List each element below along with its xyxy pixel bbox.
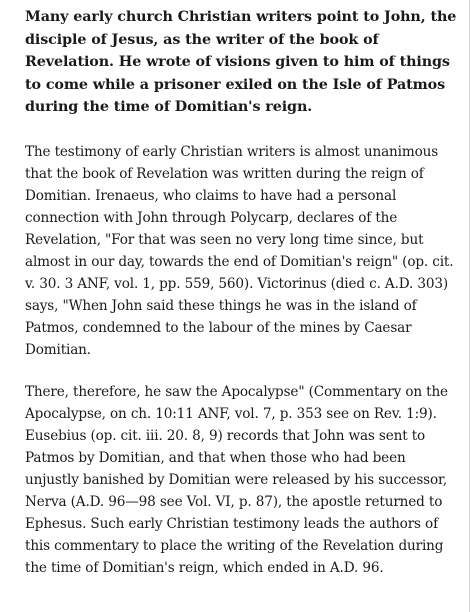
article-body [25,6,463,579]
paragraph-spacer [25,119,463,141]
body-paragraph-1: The testimony of early Christian writers is almost unanimous that the book of Revelation was written during the reign of Domitian. Irenaeus, who claims to have had a personal connection with John through Polycarp, declares of the Revelation, "For that was seen no very long time since, but almost in our day, towards the end of Domitian's reign" (op. cit. v. 30. 3 ANF, vol. 1, pp. 559, 560). Victorinus (died c. A.D. 303) says, "When John said these things he was in the island of Patmos, condemned to the labour of the mines by Caesar Domitian. [25,143,454,358]
paragraph-spacer [25,361,463,381]
body-paragraph-2: There, therefore, he saw the Apocalypse" (Commentary on the Apocalypse, on ch. 10:11 ANF, vol. 7, p. 353 see on Rev. 1:9). Eusebius (op. cit. iii. 20. 8, 9) records that John was sent to Patmos by Domitian, and that when those who had been unjustly banished by Domitian were released by his successor, Nerva (A.D. 96—98 see Vol. VI, p. 87), the apostle returned to Ephesus. Such early Christian testimony leads the authors of this commentary to place the writing of the Revelation during the time of Domitian's reign, which ended in A.D. 96. [25,383,448,576]
lead-paragraph: Many early church Christian writers point to John, the disciple of Jesus, as the writer of the book of Revelation. He wrote of visions given to him of things to come while a prisoner exiled on the Isle of Patmos during the time of Domitian's reign. [25,9,457,115]
